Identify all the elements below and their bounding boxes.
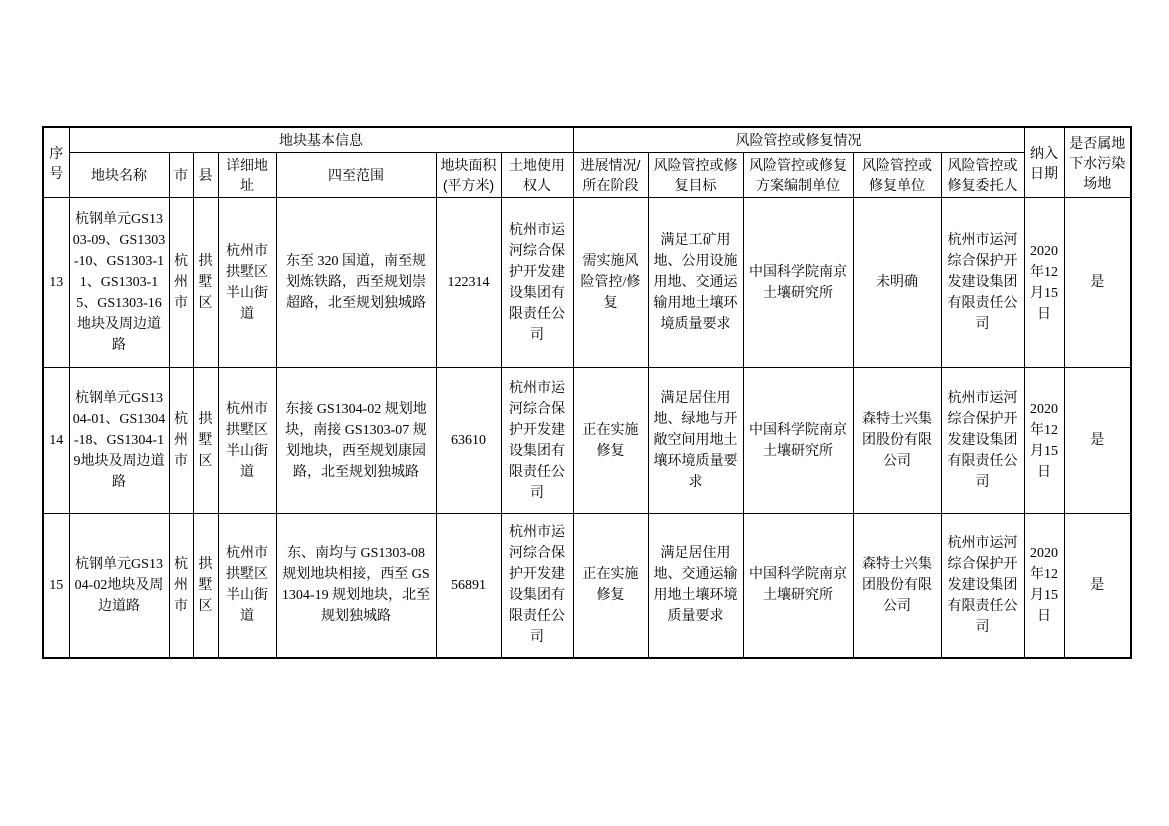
cell-repair-unit: 森特士兴集团股份有限公司 bbox=[853, 368, 941, 514]
header-columns-row bbox=[43, 153, 1131, 198]
cell-area: 122314 bbox=[436, 198, 501, 368]
cell-plot-name: 杭钢单元GS1304-01、GS1304-18、GS1304-19地块及周边道路 bbox=[69, 368, 169, 514]
header-date: 纳入日期 bbox=[1024, 127, 1064, 198]
cell-county: 拱墅区 bbox=[193, 368, 218, 514]
header-county: 县 bbox=[193, 153, 218, 198]
cell-serial: 13 bbox=[43, 198, 69, 368]
cell-boundary: 东接 GS1304-02 规划地块，南接 GS1303-07 规划地块，西至规划康园路，北至规划独城路 bbox=[276, 368, 436, 514]
cell-county: 拱墅区 bbox=[193, 514, 218, 658]
header-plot-name: 地块名称 bbox=[69, 153, 169, 198]
cell-groundwater: 是 bbox=[1064, 198, 1131, 368]
cell-land-user: 杭州市运河综合保护开发建设集团有限责任公司 bbox=[501, 368, 573, 514]
cell-plot-name: 杭钢单元GS1304-02地块及周边道路 bbox=[69, 514, 169, 658]
header-progress: 进展情况/所在阶段 bbox=[573, 153, 648, 198]
table-row bbox=[43, 368, 1131, 514]
header-address: 详细地址 bbox=[218, 153, 276, 198]
header-area: 地块面积(平方米) bbox=[436, 153, 501, 198]
header-groundwater: 是否属地下水污染场地 bbox=[1064, 127, 1131, 198]
cell-land-user: 杭州市运河综合保护开发建设集团有限责任公司 bbox=[501, 198, 573, 368]
cell-repair-unit: 未明确 bbox=[853, 198, 941, 368]
header-target: 风险管控或修复目标 bbox=[648, 153, 743, 198]
cell-city: 杭州市 bbox=[169, 368, 193, 514]
cell-progress: 正在实施修复 bbox=[573, 368, 648, 514]
cell-client: 杭州市运河综合保护开发建设集团有限责任公司 bbox=[941, 514, 1024, 658]
cell-target: 满足工矿用地、公用设施用地、交通运输用地土壤环境质量要求 bbox=[648, 198, 743, 368]
cell-progress: 需实施风险管控/修复 bbox=[573, 198, 648, 368]
cell-plot-name: 杭钢单元GS1303-09、GS1303-10、GS1303-11、GS1303-15、GS1303-16地块及周边道路 bbox=[69, 198, 169, 368]
cell-date: 2020年12月15日 bbox=[1024, 198, 1064, 368]
cell-plan-unit: 中国科学院南京土壤研究所 bbox=[743, 514, 853, 658]
cell-plan-unit: 中国科学院南京土壤研究所 bbox=[743, 198, 853, 368]
cell-county: 拱墅区 bbox=[193, 198, 218, 368]
cell-address: 杭州市拱墅区半山街道 bbox=[218, 514, 276, 658]
header-city: 市 bbox=[169, 153, 193, 198]
cell-groundwater: 是 bbox=[1064, 368, 1131, 514]
cell-groundwater: 是 bbox=[1064, 514, 1131, 658]
cell-area: 56891 bbox=[436, 514, 501, 658]
cell-city: 杭州市 bbox=[169, 198, 193, 368]
cell-address: 杭州市拱墅区半山街道 bbox=[218, 368, 276, 514]
cell-serial: 14 bbox=[43, 368, 69, 514]
cell-boundary: 东、南均与 GS1303-08 规划地块相接，西至 GS1304-19 规划地块，北至规划独城路 bbox=[276, 514, 436, 658]
cell-client: 杭州市运河综合保护开发建设集团有限责任公司 bbox=[941, 368, 1024, 514]
cell-address: 杭州市拱墅区半山街道 bbox=[218, 198, 276, 368]
cell-target: 满足居住用地、绿地与开敞空间用地土壤环境质量要求 bbox=[648, 368, 743, 514]
cell-progress: 正在实施修复 bbox=[573, 514, 648, 658]
cell-plan-unit: 中国科学院南京土壤研究所 bbox=[743, 368, 853, 514]
cell-boundary: 东至 320 国道，南至规划炼铁路，西至规划崇超路，北至规划独城路 bbox=[276, 198, 436, 368]
header-plan-unit: 风险管控或修复方案编制单位 bbox=[743, 153, 853, 198]
header-group-row bbox=[43, 127, 1131, 153]
header-group-basic-info: 地块基本信息 bbox=[69, 127, 573, 153]
cell-city: 杭州市 bbox=[169, 514, 193, 658]
table-row bbox=[43, 198, 1131, 368]
cell-land-user: 杭州市运河综合保护开发建设集团有限责任公司 bbox=[501, 514, 573, 658]
header-land-user: 土地使用权人 bbox=[501, 153, 573, 198]
header-boundary: 四至范围 bbox=[276, 153, 436, 198]
cell-area: 63610 bbox=[436, 368, 501, 514]
header-repair-unit: 风险管控或修复单位 bbox=[853, 153, 941, 198]
land-parcel-register-table bbox=[42, 126, 1132, 659]
header-serial: 序号 bbox=[43, 127, 69, 198]
header-group-risk: 风险管控或修复情况 bbox=[573, 127, 1024, 153]
header-client: 风险管控或修复委托人 bbox=[941, 153, 1024, 198]
cell-date: 2020年12月15日 bbox=[1024, 514, 1064, 658]
cell-target: 满足居住用地、交通运输用地土壤环境质量要求 bbox=[648, 514, 743, 658]
table-row bbox=[43, 514, 1131, 658]
cell-date: 2020年12月15日 bbox=[1024, 368, 1064, 514]
cell-serial: 15 bbox=[43, 514, 69, 658]
cell-repair-unit: 森特士兴集团股份有限公司 bbox=[853, 514, 941, 658]
cell-client: 杭州市运河综合保护开发建设集团有限责任公司 bbox=[941, 198, 1024, 368]
